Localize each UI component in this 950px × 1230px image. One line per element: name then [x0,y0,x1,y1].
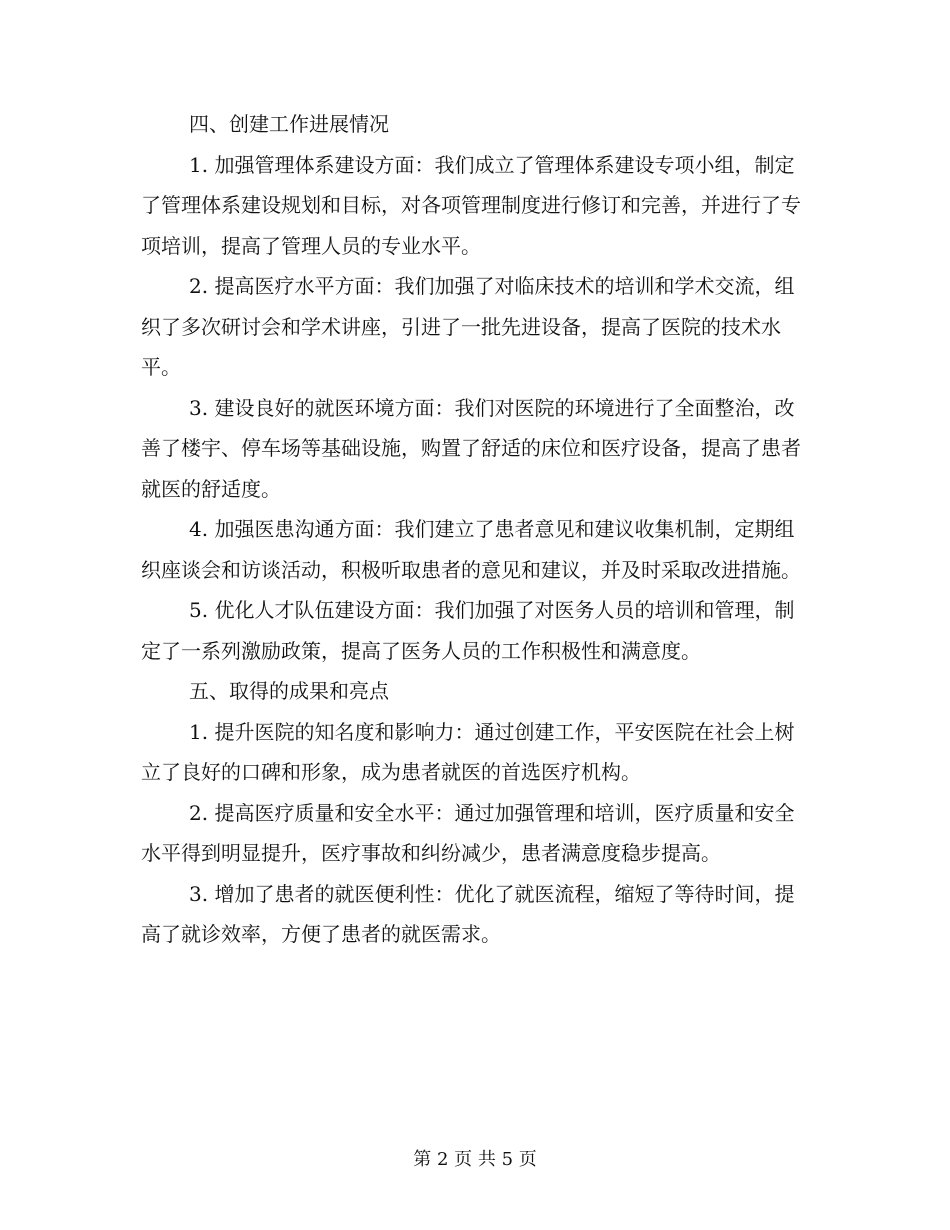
document-body [141,104,809,955]
paragraph-medical-environment: 3. 建设良好的就医环境方面：我们对医院的环境进行了全面整治，改善了楼宇、停车场等基础设施，购置了舒适的床位和医疗设备，提高了患者就医的舒适度。 [141,395,801,501]
paragraph-management-system: 1. 加强管理体系建设方面：我们成立了管理体系建设专项小组，制定了管理体系建设规划和目标，对各项管理制度进行修订和完善，并进行了专项培训，提高了管理人员的专业水平。 [141,152,801,258]
paragraph-medical-level: 2. 提高医疗水平方面：我们加强了对临床技术的培训和学术交流，组织了多次研讨会和学术讲座，引进了一批先进设备，提高了医院的技术水平。 [141,274,795,379]
section-heading-progress: 四、创建工作进展情况 [189,112,389,136]
paragraph-reputation: 1. 提升医院的知名度和影响力：通过创建工作，平安医院在社会上树立了良好的口碑和形象，成为患者就医的首选医疗机构。 [141,719,795,784]
paragraph-doctor-patient-communication: 4. 加强医患沟通方面：我们建立了患者意见和建议收集机制，定期组织座谈会和访谈活动，积极听取患者的意见和建议，并及时采取改进措施。 [141,517,801,582]
paragraph-quality-safety: 2. 提高医疗质量和安全水平：通过加强管理和培训，医疗质量和安全水平得到明显提升，医疗事故和纠纷减少，患者满意度稳步提高。 [141,800,795,865]
section-heading-achievements: 五、取得的成果和亮点 [189,679,389,703]
paragraph-talent-team: 5. 优化人才队伍建设方面：我们加强了对医务人员的培训和管理，制定了一系列激励政策，提高了医务人员的工作积极性和满意度。 [141,598,795,663]
paragraph-convenience: 3. 增加了患者的就医便利性：优化了就医流程，缩短了等待时间，提高了就诊效率，方便了患者的就医需求。 [141,881,795,946]
page-number-footer: 第 2 页 共 5 页 [413,1149,537,1170]
